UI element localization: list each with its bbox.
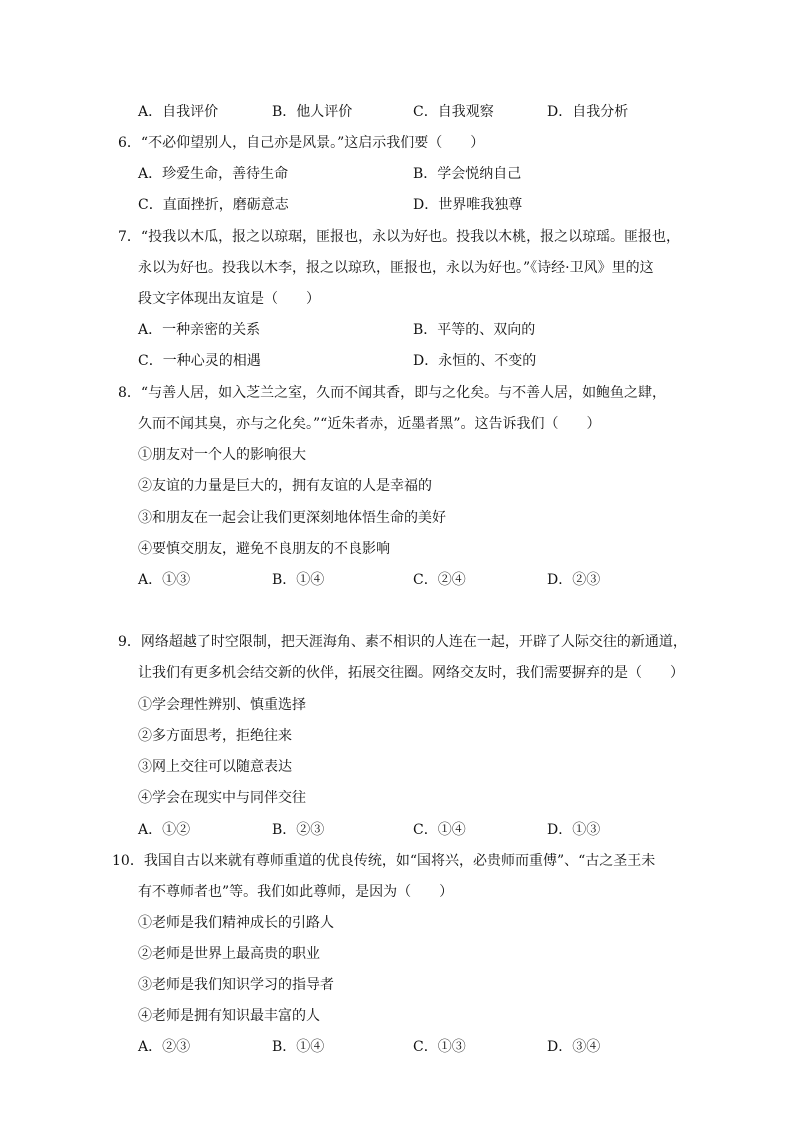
q9-option-b: B．②③ (272, 822, 325, 838)
q8-statement-1: ①朋友对一个人的影响很大 (138, 447, 306, 463)
q5-option-b: B．他人评价 (272, 104, 353, 120)
q10-stem-line-1: 10．我国自古以来就有尊师重道的优良传统，如“国将兴，必贵师而重傅”、“古之圣王未 (112, 853, 656, 869)
q5-option-c: C．自我观察 (413, 104, 494, 120)
q8-statement-3: ③和朋友在一起会让我们更深刻地体悟生命的美好 (138, 510, 446, 526)
q5-option-a: A．自我评价 (138, 104, 219, 120)
q10-statement-4: ④老师是拥有知识最丰富的人 (138, 1008, 320, 1024)
q8-option-c: C．②④ (413, 572, 466, 588)
q7-stem-line-3: 段文字体现出友谊是（ ） (138, 291, 320, 307)
q7-option-a: A．一种亲密的关系 (138, 322, 261, 338)
q8-stem-line-1: 8．“与善人居，如入芝兰之室，久而不闻其香，即与之化矣。与不善人居，如鲍鱼之肆， (118, 385, 667, 401)
q9-option-a: A．①② (138, 822, 191, 838)
q10-stem-line-2: 有不尊师者也”等。我们如此尊师，是因为（ ） (138, 884, 454, 900)
q9-option-d: D．①③ (547, 822, 601, 838)
q6-option-c: C．直面挫折，磨砺意志 (138, 197, 289, 213)
q9-statement-4: ④学会在现实中与同伴交往 (138, 790, 306, 806)
q9-stem-line-2: 让我们有更多机会结交新的伙伴，拓展交往圈。网络交友时，我们需要摒弃的是（ ） (138, 665, 684, 681)
q10-option-c: C．①③ (413, 1039, 466, 1055)
q9-statement-2: ②多方面思考，拒绝往来 (138, 728, 292, 744)
q9-stem-line-1: 9．网络超越了时空限制，把天涯海角、素不相识的人连在一起，开辟了人际交往的新通道， (118, 634, 687, 650)
q10-option-a: A．②③ (138, 1039, 191, 1055)
q9-statement-3: ③网上交往可以随意表达 (138, 759, 292, 775)
q8-statement-2: ②友谊的力量是巨大的，拥有友谊的人是幸福的 (138, 478, 432, 494)
q8-option-b: B．①④ (272, 572, 325, 588)
q9-statement-1: ①学会理性辨别、慎重选择 (138, 697, 306, 713)
q8-stem-line-2: 久而不闻其臭，亦与之化矣。”“近朱者赤，近墨者黑”。这告诉我们（ ） (138, 416, 601, 432)
q10-option-d: D．③④ (547, 1039, 601, 1055)
q8-statement-4: ④要慎交朋友，避免不良朋友的不良影响 (138, 541, 390, 557)
q8-option-a: A．①③ (138, 572, 191, 588)
q6-option-b: B．学会悦纳自己 (413, 166, 522, 182)
q7-option-c: C．一种心灵的相遇 (138, 353, 261, 369)
q8-option-d: D．②③ (547, 572, 601, 588)
q10-option-b: B．①④ (272, 1039, 325, 1055)
q6-stem: 6．“不必仰望别人，自己亦是风景。”这启示我们要（ ） (118, 135, 485, 151)
q10-statement-1: ①老师是我们精神成长的引路人 (138, 915, 334, 931)
q6-option-d: D．世界唯我独尊 (413, 197, 523, 213)
q7-stem-line-1: 7．“投我以木瓜，报之以琼琚，匪报也，永以为好也。投我以木桃，报之以琼瑶。匪报也， (118, 229, 681, 245)
q10-statement-2: ②老师是世界上最高贵的职业 (138, 946, 320, 962)
q5-option-d: D．自我分析 (547, 104, 629, 120)
q7-option-d: D．永恒的、不变的 (413, 353, 537, 369)
q9-option-c: C．①④ (413, 822, 466, 838)
q10-statement-3: ③老师是我们知识学习的指导者 (138, 977, 334, 993)
q6-option-a: A．珍爱生命，善待生命 (138, 166, 289, 182)
q7-stem-line-2: 永以为好也。投我以木李，报之以琼玖，匪报也，永以为好也。”《诗经·卫风》里的这 (138, 260, 654, 276)
q7-option-b: B．平等的、双向的 (413, 322, 536, 338)
